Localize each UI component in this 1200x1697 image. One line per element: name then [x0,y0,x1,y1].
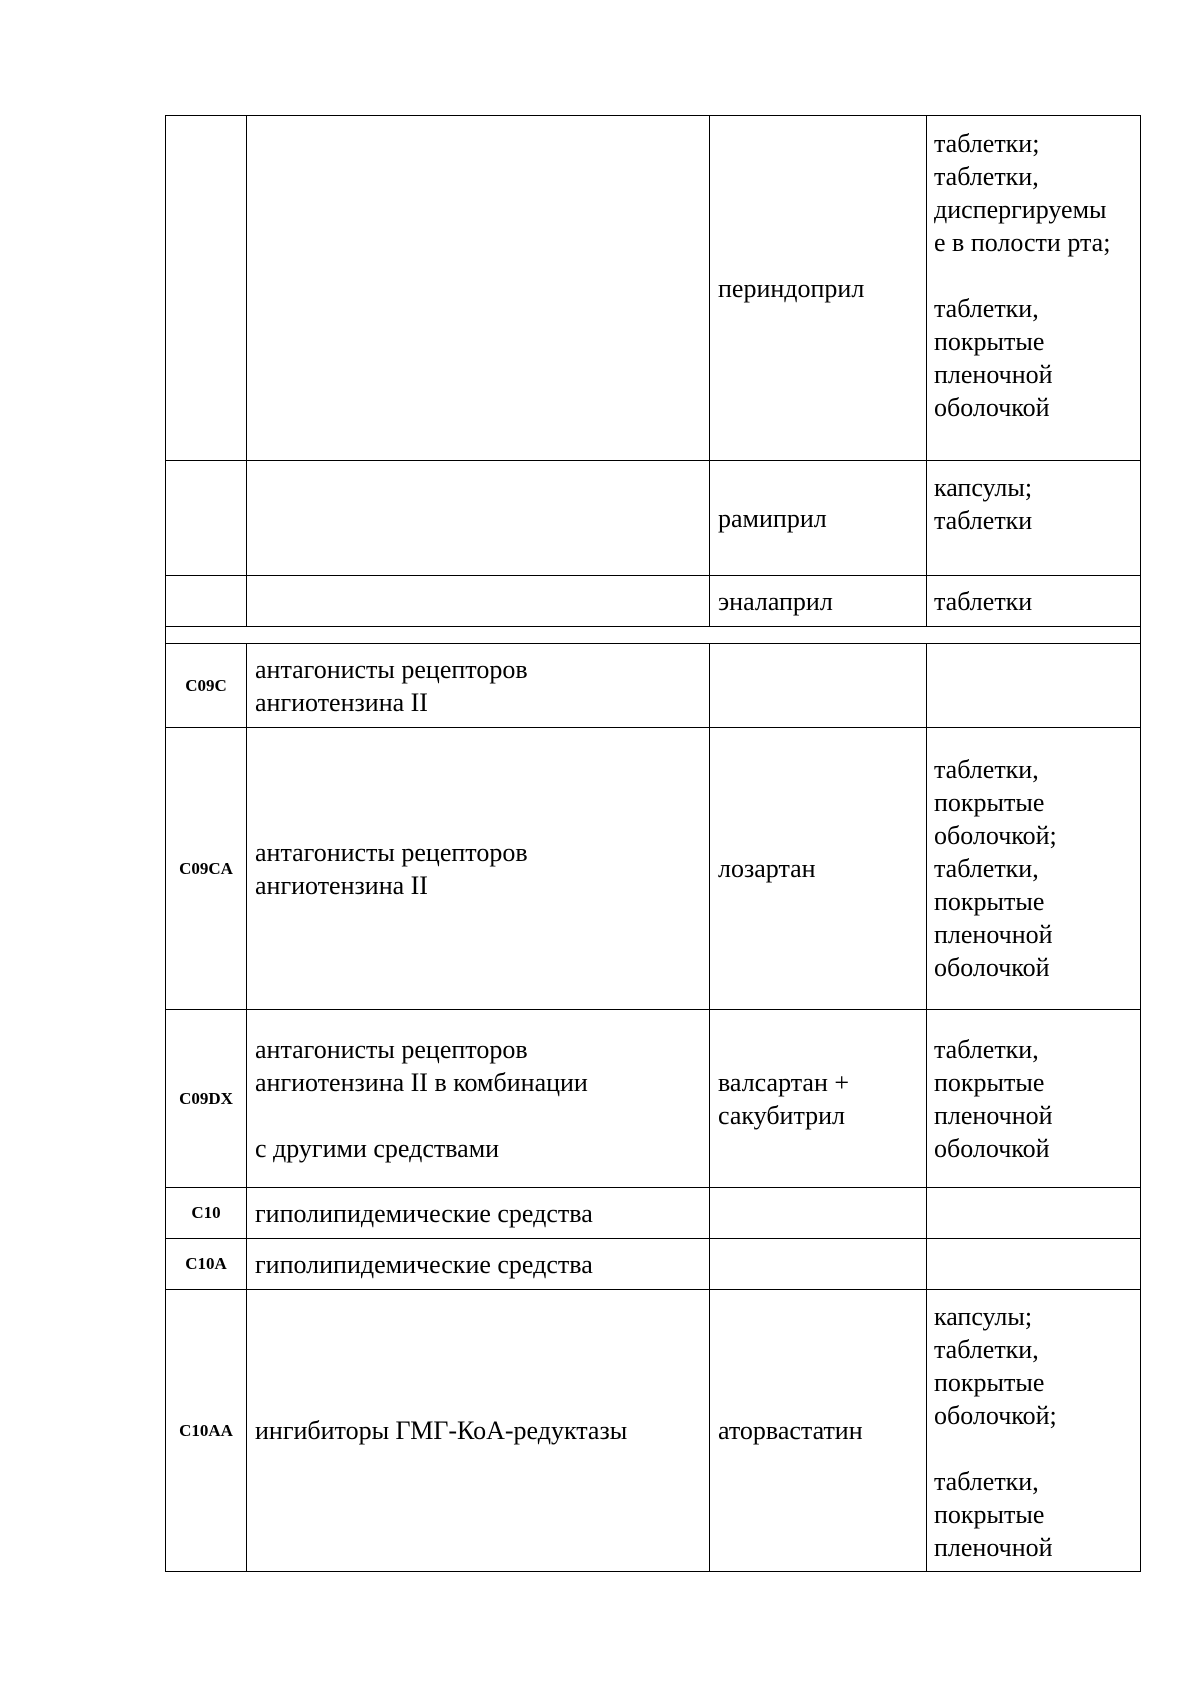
group-line: антагонисты рецепторов [255,654,528,684]
form-line: покрытые [934,887,1045,916]
group-cell [247,728,710,1009]
table-row [165,644,1141,728]
group-line: ангиотензина II [255,687,428,717]
table-row [165,461,1141,576]
atc-code-cell: C10AA [166,1290,247,1571]
group-line: антагонисты рецепторов [255,1034,528,1064]
form-line: таблетки, [934,854,1039,883]
table-row [165,115,1141,461]
form-cell [927,116,1140,460]
drug-cell [710,461,927,575]
form-cell [927,1239,1140,1289]
form-line: оболочкой [934,1133,1050,1163]
form-cell [927,644,1140,727]
form-line: е в полости рта; [934,228,1111,257]
form-line: покрытые [934,788,1045,817]
drug-name: сакубитрил [718,1100,846,1130]
group-cell [247,461,710,575]
drug-cell [710,728,927,1009]
group-cell [247,1010,710,1187]
form-cell [927,1188,1140,1238]
form-line: таблетки, [934,1335,1039,1364]
group-cell [247,576,710,626]
drug-name: аторвастатин [718,1416,863,1445]
form-line: таблетки [934,506,1033,535]
form-cell [927,1290,1140,1571]
group-line: антагонисты рецепторов [255,837,528,867]
table-row [165,1188,1141,1239]
table-divider [165,627,1141,644]
form-line: оболочкой; [934,821,1057,850]
drug-cell [710,576,927,626]
group-line: гиполипидемические средства [255,1198,593,1228]
form-cell [927,576,1140,626]
group-line: ангиотензина II в комбинации [255,1067,588,1097]
atc-code-cell: C09C [166,644,247,727]
drug-name: валсартан + [718,1067,850,1097]
group-cell [247,1290,710,1571]
atc-code-cell: C09DX [166,1010,247,1187]
form-line: таблетки [934,586,1033,616]
atc-code-cell [166,116,247,460]
form-line: покрытые [934,1368,1045,1397]
form-line: капсулы; [934,473,1033,502]
drug-name: рамиприл [718,503,827,533]
group-line: ангиотензина II [255,870,428,900]
form-line: диспергируемы [934,195,1107,224]
drug-cell [710,116,927,460]
form-line: пленочной [934,360,1053,389]
table-row [165,576,1141,627]
form-cell [927,728,1140,1009]
group-line: гиполипидемические средства [255,1249,593,1279]
form-line: пленочной [934,920,1053,949]
drug-name: лозартан [718,854,816,883]
atc-code-cell [166,576,247,626]
form-line: оболочкой [934,953,1050,982]
atc-code-cell [166,461,247,575]
form-line: оболочкой; [934,1401,1057,1430]
form-line: покрытые [934,327,1045,356]
drug-name: эналаприл [718,586,833,616]
form-line: пленочной [934,1100,1053,1130]
form-line: капсулы; [934,1302,1033,1331]
atc-code-cell: C10A [166,1239,247,1289]
group-line: ингибиторы ГМГ-КоА-редуктазы [255,1416,628,1445]
drug-name: периндоприл [718,273,865,303]
table-row [165,728,1141,1010]
atc-code-cell: C10 [166,1188,247,1238]
form-line: таблетки; [934,129,1040,158]
drug-cell [710,1290,927,1571]
drug-cell [710,1188,927,1238]
form-line: таблетки, [934,1467,1039,1496]
form-line: таблетки, [934,1034,1039,1064]
atc-code-cell: C09CA [166,728,247,1009]
form-line: таблетки, [934,755,1039,784]
form-line: покрытые [934,1067,1045,1097]
drug-cell [710,644,927,727]
form-line: покрытые [934,1500,1045,1529]
table-row [165,1239,1141,1290]
table-row [165,1290,1141,1572]
form-cell [927,1010,1140,1187]
form-line: оболочкой [934,393,1050,422]
form-cell [927,461,1140,575]
table-row [165,1010,1141,1188]
group-cell [247,1239,710,1289]
group-cell [247,116,710,460]
group-cell [247,644,710,727]
drug-cell [710,1010,927,1187]
group-cell [247,1188,710,1238]
form-line: таблетки, [934,294,1039,323]
form-line: пленочной [934,1533,1053,1562]
form-line: таблетки, [934,162,1039,191]
group-line: с другими средствами [255,1133,500,1163]
drug-cell [710,1239,927,1289]
